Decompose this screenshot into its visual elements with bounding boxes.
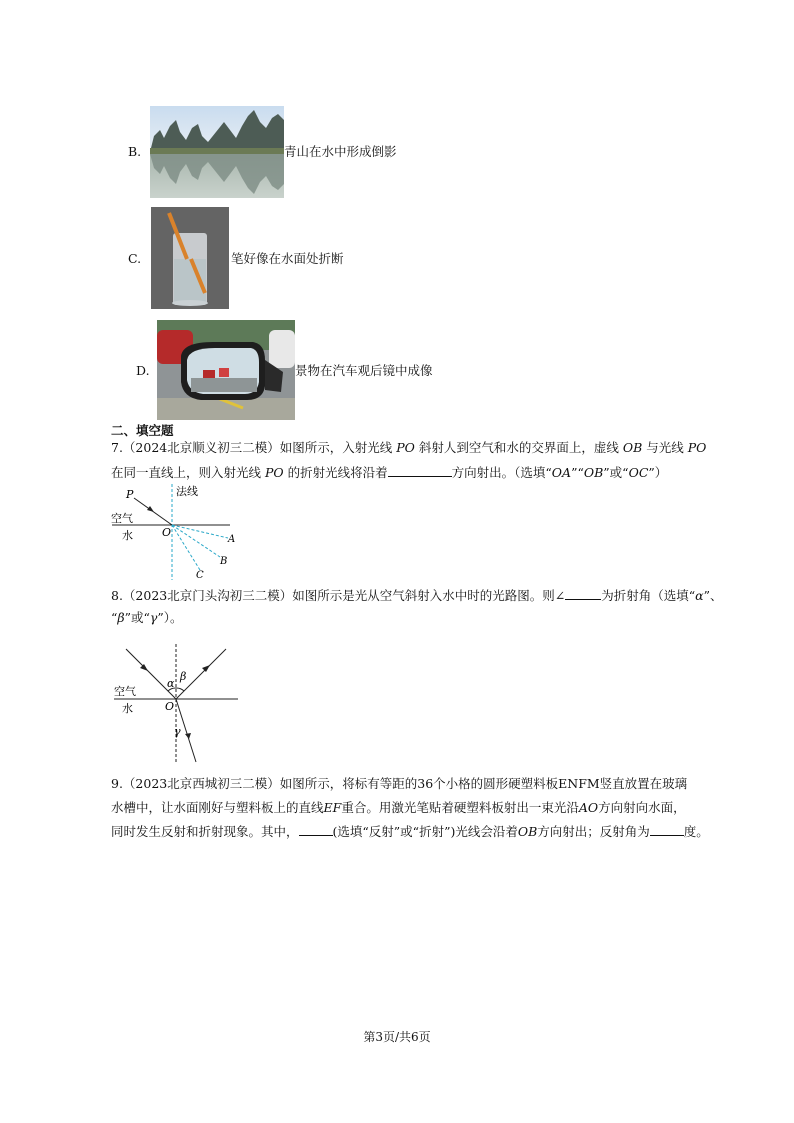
q7-var: PO	[687, 440, 707, 455]
q8-line-1	[111, 587, 722, 604]
q8-text: ”、	[703, 588, 723, 603]
q9-var: EF	[323, 800, 342, 815]
option-c	[128, 207, 428, 309]
q9-var: AO	[578, 800, 599, 815]
q7-refraction-diagram	[110, 484, 240, 582]
q7-ray-oa	[172, 525, 228, 538]
q8-line-2	[111, 610, 183, 626]
q8-label-beta: β	[180, 670, 187, 683]
q9-text: 度。	[683, 824, 709, 839]
q7-label-a: A	[228, 534, 236, 545]
q7-label-normal: 法线	[176, 485, 198, 498]
q7-text: 在同一直线上，则入射光线	[111, 465, 265, 480]
option-b-text: 青山在水中形成倒影	[284, 144, 397, 159]
q7-var: OA	[551, 465, 572, 480]
q7-label-c: C	[196, 570, 204, 581]
q7-text: 斜射人到空气和水的交界面上，虚线	[414, 440, 623, 455]
q7-ray-oc	[172, 525, 200, 570]
q8-label-o: O	[165, 700, 175, 713]
q8-arrow	[140, 664, 148, 671]
page-footer: 第3页/共6页	[363, 1030, 431, 1044]
q8-text: 为折射角（选填“	[601, 588, 696, 603]
q7-ray-ob	[172, 525, 220, 557]
option-c-letter: C.	[128, 251, 142, 266]
q7-var: OC	[628, 465, 649, 480]
q9-answer-blank-1[interactable]	[299, 823, 333, 836]
pencil-in-glass-photo	[151, 207, 229, 309]
q9-text: (选填“反射”或“折射”)光线会沿着	[332, 824, 518, 839]
q7-line-2	[111, 464, 667, 481]
q7-text: 的折射光线将沿着	[283, 465, 388, 480]
q7-var: OB	[583, 465, 604, 480]
option-d	[136, 320, 476, 420]
q8-text: 8.（2023北京门头沟初三二模）如图所示是光从空气斜射入水中时的光路图。则∠	[111, 588, 566, 603]
q8-angle-arc	[176, 688, 184, 691]
q9-text: 重合。用激光笔贴着硬塑料板射出一束光沿	[341, 800, 579, 815]
q8-text: ”）。	[157, 610, 183, 625]
q7-text: ”或“	[603, 465, 629, 480]
q7-arrow	[147, 506, 154, 512]
q7-text: ”）	[648, 465, 668, 480]
section-title: 二、填空题	[111, 423, 174, 438]
q9-var: OB	[517, 824, 538, 839]
q7-label-o: O	[162, 526, 172, 539]
q8-text: ”或“	[124, 610, 150, 625]
q7-var: PO	[396, 440, 415, 455]
q8-label-alpha: α	[167, 677, 175, 690]
car-side-mirror-photo	[157, 320, 295, 420]
q7-answer-blank[interactable]	[388, 464, 452, 477]
mountain-reflection-photo	[150, 106, 284, 198]
q7-text: 7.（2024北京顺义初三二模）如图所示，入射光线	[111, 440, 397, 455]
q8-var: β	[117, 610, 125, 625]
q7-var: PO	[264, 465, 284, 480]
q7-label-p: P	[126, 488, 134, 501]
option-d-letter: D.	[136, 363, 150, 378]
q7-label-air: 空气	[111, 512, 133, 525]
q9-line-1: 9.（2023北京西城初三二模）如图所示，将标有等距的36个小格的圆形硬塑料板ENFM竖直放置在玻璃	[111, 776, 688, 791]
q9-answer-blank-2[interactable]	[650, 823, 684, 836]
q7-text: ”“	[571, 465, 584, 480]
option-b	[128, 106, 428, 198]
q8-label-water: 水	[122, 702, 133, 715]
q7-line-1	[111, 440, 706, 456]
q9-text: 同时发生反射和折射现象。其中，	[111, 824, 299, 839]
q8-answer-blank[interactable]	[565, 587, 601, 600]
q9-line-3	[111, 823, 709, 840]
q7-var: OB	[622, 440, 643, 455]
q7-label-b: B	[220, 556, 228, 567]
q8-var: α	[695, 588, 704, 603]
q7-text: 与光线	[642, 440, 688, 455]
q9-line-2	[111, 800, 686, 816]
q8-text: “	[111, 610, 118, 625]
q9-text: 水槽中，让水面刚好与塑料板上的直线	[111, 800, 324, 815]
q8-light-path-diagram	[110, 642, 242, 766]
q7-label-water: 水	[122, 529, 133, 542]
option-b-letter: B.	[128, 144, 142, 159]
q8-label-gamma: γ	[174, 725, 181, 738]
q8-label-air: 空气	[114, 685, 136, 698]
q8-var: γ	[149, 610, 158, 625]
option-d-text: 景物在汽车观后镜中成像	[295, 363, 433, 378]
q8-arrow	[202, 665, 210, 672]
q9-text: 方向射向水面，	[598, 800, 686, 815]
q7-text: 方向射出。（选填“	[451, 465, 552, 480]
q9-text: 方向射出；反射角为	[537, 824, 650, 839]
option-c-text: 笔好像在水面处折断	[231, 251, 344, 266]
